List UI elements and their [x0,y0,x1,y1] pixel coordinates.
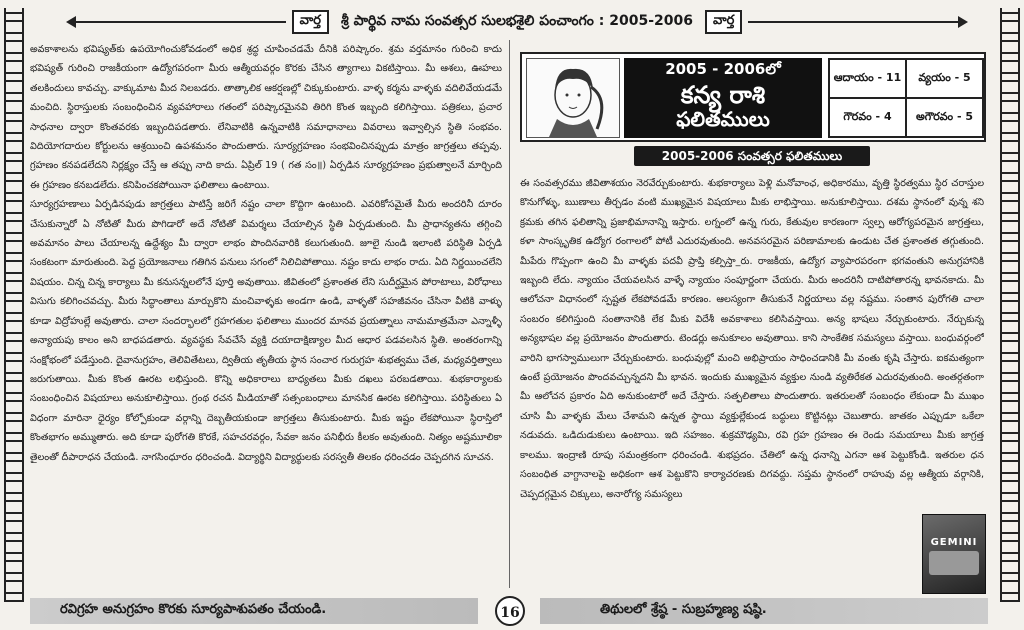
left-decorative-border [4,8,24,602]
footer-left-text: రవిగ్రహ అనుగ్రహం కొరకు సూర్యపాశుపతం చేయండి. [60,602,327,617]
page-header [72,8,962,36]
page-number: 16 [495,596,525,626]
title-sign: కన్య రాశి [680,81,766,109]
header-arrow-left [72,21,286,23]
right-decorative-border [1000,8,1020,602]
left-text-column [30,40,502,588]
header-logo-left: వార్త [292,10,329,34]
stat-expense: వ్యయం - 5 [906,59,983,98]
title-sub: ఫలితములు [676,107,770,131]
right-paragraph: ఈ సంవత్సరము జీవితాశయం నెరవేర్చుకుంటారు. శుభకార్యాలు పెళ్లి మనోవాంఛ, అధికారము, వృత్తి స్థిరత్వము స్థిర చరాస్తుల కొనుగోళ్ళు, ఋణాలు తీర్చడం వంటి ముఖ్యమైన విషయాలు మీకు లాభిస్తాయి. అనుకూలిస్తాయి. దశమ స్థానంలో వున్న శని క్రమకు తగిన ఫలితాన్ని ప్రజాభిమానాన్ని ఇస్తారు. లగ్నంలో ఉన్న గురు, కేతువుల కారణంగా స్వల్ప ఆరోగ్యపరమైన జాగ్రత్తలు, కళా సాంస్కృతిక ఉద్యోగ రంగాలలో పోటీ ఎదురవుతుంది. అనవసరమైన పరిణామాలకు ఉండుట చేత ప్రశాంతత తగ్గుతుంది. మీపేరు గొప్పంగా ఉంచి మీ వాళ్ళకు పదవీ ప్రాప్తి కల్పిస్తా_రు. రాజకీయ, ఉద్యోగ వ్యాపారపరంగా భగవంతుని అనుగ్రహానికి ఇబ్బంది లేదు. న్యాయం చేయవలసిన వాళ్ళే న్యాయం సంపూర్ణంగా చేయరు. మీరు అందరినీ దాటిపోతారన్న భావనకాదు. మీ ఆలోచనా విధానంలో స్పష్టత లేకపోవడమే కారణం. ఆలస్యంగా తీసుకునే నిర్ణయాలు వల్ల నష్టము. సంతాన పురోగతి చాలా సంబరం కలిగిస్తుంది సంతానానికి లేక మీకు విదేశీ అవకాశాలు కలిసివస్తాయి. అన్య భాషలు నేర్చుకుంటారు. నేర్చుకున్న అన్యభాషల వల్ల ప్రయోజనం పొందుతారు. టెండర్లు అనుకూలం అవుతాయి. కాని సాంకేతిక సమస్యలు వస్తాయి. బంధువర్గంలో వారిని భాగస్వాములుగా చేర్చుకుంటారు. బంధువుల్లో మంచి అభిప్రాయం సాధించడానికి మీ వంతు కృషి చేస్తారు. ఐకమత్యంగా ఉంటే ప్రయోజనం పొందవచ్చున్నదని మీ భావన. ఇందుకు ముఖ్యమైన వ్యక్తుల నుండి వ్యతిరేకత ఎదురవుతుంది. అంతర్గతంగా మీ ఆలోచన ప్రకారం ఏది అనుకుంటారో అదే చేస్తారు. సత్ఫలితాలు పొందుతారు. ఇతరులతో సంబంధం లేకుండా మీ ముఖం చూసి మీ వాళ్ళకు మేలు చేశామని ఉన్నత స్థాయి వ్యక్తుల్లేకుండ బద్ధులు కొట్టినట్లు చెబుతారు. జాతకం ఎప్పుడూ ఒకేలా నడువదు. ఒడిదుడుకులు ఉంటాయి. ఇది సహజం. శుక్రమౌఢ్యమి, రవి గ్రహ గ్రహణం ఈ రెండు సమయాలు మీకు జాగ్రత్త కాలము. ఇంద్రాణి రూపు సమంత్రకంగా ధరించండి. శుభప్రదం. చేతిలో ఉన్న ధనాన్ని ఎగనా ఆశ పెట్టుకోండి. ఇతరుల ధన సంబంధిత వాగ్దానాలపై అధికంగా ఆశ పెట్టుకొని కార్యాచరణకు దిగవద్దు. సప్తమ స్థానంలో రాహువు వల్ల ఆత్మీయ వర్గానికి, చెప్పదగ్గమైన చిక్కులు, అనారోగ్య సమస్యలు [520,178,984,500]
rasi-banner [520,52,986,142]
product-band [929,551,979,575]
stat-honor: గౌరవం - 4 [829,98,906,137]
column-divider [509,40,510,588]
stat-dishonor: అగౌరవం - 5 [906,98,983,137]
rasi-stats-grid [828,58,984,138]
portrait-illustration [527,59,619,137]
header-title: శ్రీ పార్థివ నామ సంవత్సర సులభశైలి పంచాంగం : 2005-2006 [341,12,693,29]
rasi-title-block [624,58,822,138]
title-year: 2005 - 2006లో [665,60,781,78]
header-arrow-right [748,21,962,23]
stat-income: ఆదాయం - 11 [829,59,906,98]
product-label: GEMINI [930,537,978,548]
gemini-product-image [922,514,986,594]
page-footer [0,596,1024,630]
right-text-column [520,174,984,594]
header-logo-right: వార్త [705,10,742,34]
footer-right-text: తిథులలో శ్రేష్ఠ - సుబ్రహ్మణ్య షష్ఠి. [600,602,767,617]
left-paragraph: అవకాశాలను భవిష్యత్‌కు ఉపయోగించుకోవడంలో అధిక శ్రద్ధ చూపించడమే దీనికి పరిష్కారం. శ్రమ వర్తమానం గురించి కాదు భవిష్యత్ గురించి రాజకీయంగా ఉద్యోగపరంగా మీరు ఆత్మీయవర్గం కొరకు చేసిన త్యాగాలు వికటిస్తాయి. మీ ఆశలు, ఊహలు తలకిందులు కావచ్చు. వాక్కుమాట మీద నిలబడరు. తాత్కాలిక ఆకర్షణల్లో చిక్కుకుంటారు. వాళ్ళ కర్మను వాళ్ళకు వదిలివేయడమే మంచిది. స్థిరాస్తులకు సంబంధించిన వ్యవహారాలు గతంలో పరిష్కారమైనవి తిరిగి కొంత ఇబ్బంది కలిగిస్తాయి. పత్రికలు, ప్రచార సాధనాల ద్వారా కొంతవరకు ఇబ్బందిపడతారు. లేనివాటికి ఉన్నవాటికి సమాధానాలు వివరాలు ఇవ్వాల్సిన స్థితి సంభవం. విదియోగదారుల కోర్టులను ఆశ్రయించి ఉపశమనం పొందుతారు. సూర్యగ్రహణం సంభవించినప్పుడు మాత్రం జాగ్రత్తలు తప్పవు. గ్రహణం కనపడలేదని నిర్లక్ష్యం చేస్తే ఆ తప్పు నాది కాదు. ఏప్రిల్ 19 ( గత సం॥) ఏర్పడిన సూర్యగ్రహణం ప్రభుత్వాలనే మార్చింది ఈ గ్రహణం కనబడలేదు. కనిపించకపోయినా ఫలితాలు ఉంటాయి. [30,44,502,191]
section-subheading: 2005-2006 సంవత్సర ఫలితములు [634,146,870,166]
left-paragraph: సూర్యగ్రహణాలు ఏర్పడినపుడు జాగ్రత్తలు పాటిస్తే జరిగే నష్టం చాలా కొద్దిగా ఉంటుంది. ఎవరికోసమైతే మీరు అందరినీ దూరం చేసుకున్నారో ఏ నోటితో మీరు పొగిడారో అదే నోటితో విమర్శలు చేయాల్సిన స్థితి ఏర్పడుతుంది. మీ ప్రాధాన్యతను తగ్గించి అవమానం పాలు చేయాలన్న ఉద్దేశ్యం మీ ద్వారా లాభం పొందినవారికి కలుగుతుంది. జూలై నుండి ఇలాంటి పరిస్థితి ఏర్పడి సంకటంగా మారుతుంది. పెద్ద ప్రయోజనాలు గతిగిన పనులు సగంలో నిలిచిపోతాయి. నష్టం కాదు లాభం రాదు. ఏది నిర్ణయించలేని విషయం. చిన్న చిన్న కార్యాలు మీ కనుసన్నలలోనే పూర్తి అవుతాయి. జీవితంలో ప్రశాంతత లేని సుదీర్ఘమైన పోరాటాలు, విరోధాలు విసుగు కలిగించవచ్చు. మీరు సిద్ధాంతాలు మార్చుకొని మంచివాళ్ళకు అండగా ఉండి, వాళ్ళతో సహజీవనం చేసినా వీటికి వాళ్ళు కూడా విద్రోహుల్లే అవుతారు. చాలా సందర్భాలలో గ్రహగతుల ఫలితాలు ముందర మానవ ప్రయత్నాలు నామమాత్రమేనా ఎన్నాళ్ళీ అన్యాయపు కాలం అని బాధపడతారు. వ్యవస్థకు సేవచేసే వ్యక్తి దయాదాక్షిణ్యాల మీద ఆధార పడవలసిన స్థితి. అంతరంగాన్ని సంక్షోభంలో పడేస్తుంది. దైవానుగ్రహం, తెలివితేటలు, ద్వితీయ తృతీయ స్థాన సంచార గురుగ్రహ శుభత్వము చేత, మధ్యవర్తిత్వాలు జరుగుతాయి. మీకు కొంత ఊరట లభిస్తుంది. కొన్ని అధికారాలు బాధ్యతలు మీకు దఖలు పరబడతాయి. శుభకార్యాలకు సంబంధించిన విషయాలు అనుకూలిస్తాయి. గ్రంథ రచన మీడియాతో సత్సంబంధాలు మానసిక ఊరట కలిగిస్తాయి. పరిస్థితులు ఏ విధంగా మారినా ధైర్యం కోల్పోకుండా వర్గాన్ని దెబ్బతీయకుండా జాగ్రత్తలు తీసుకుంటారు. మీకు ఇష్టం లేకపోయినా స్థిరాస్తిలో కొంతభాగం అమ్ముతారు. అది కూడా పురోగతి కొరకే, సహచరవర్గం, సేవకా జనం పనిభీరు కీలకం అవుతుంది. నిత్యం అష్టమూలికా తైలంతో దీపారాధన చేయండి. నాగసింధూరం ధరించండి. విద్యార్థిని విద్యార్థులకు సరస్వతీ తిలకం ధరించడం చెప్పదగిన సూచన. [30,199,502,463]
virgo-portrait-image [526,58,620,138]
